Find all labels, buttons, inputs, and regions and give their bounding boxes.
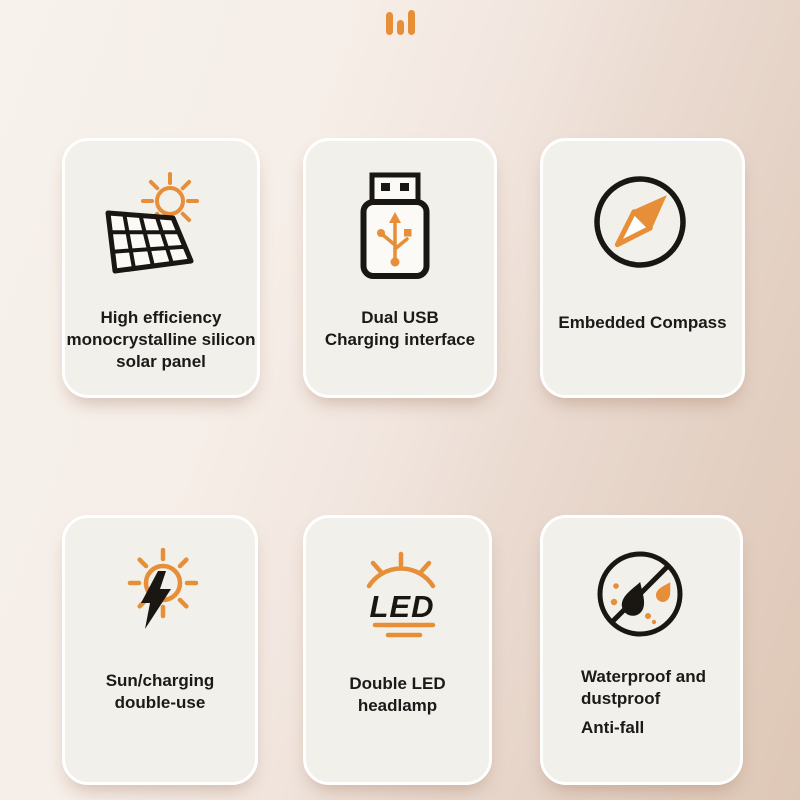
led-headlamp-icon (336, 546, 466, 661)
bar-right (408, 10, 415, 35)
feature-caption (543, 312, 742, 334)
caption-line: double-use (114, 693, 206, 712)
caption-line: Dual USB (361, 308, 439, 327)
feature-card-dual-usb (303, 138, 497, 398)
caption-line: Anti-fall (581, 718, 645, 737)
led-label: LED (369, 589, 435, 624)
sun-lightning-icon (103, 523, 223, 643)
caption-line: monocrystalline silicon (66, 330, 256, 349)
feature-caption (65, 670, 255, 714)
caption-line: dustproof (581, 689, 661, 708)
caption-line: solar panel (116, 352, 206, 371)
dual-usb-icon (360, 171, 430, 281)
no-water-drop-icon (590, 544, 690, 644)
feature-caption (306, 673, 489, 717)
caption-line: Waterproof and (581, 667, 706, 686)
caption-line: Sun/charging (105, 671, 215, 690)
solar-panel-sun-icon (89, 155, 239, 280)
bar-middle (397, 20, 404, 35)
stats-bars-icon (386, 9, 418, 35)
caption-line: Charging interface (324, 330, 476, 349)
caption-line: Embedded Compass (558, 313, 727, 332)
feature-card-waterproof (540, 515, 743, 785)
feature-caption (581, 666, 730, 739)
caption-line: Double LED (349, 674, 446, 693)
caption-line: High efficiency (100, 308, 222, 327)
feature-caption (65, 307, 257, 373)
feature-card-solar-panel (62, 138, 260, 398)
feature-card-sun-charging (62, 515, 258, 785)
feature-caption (306, 307, 494, 351)
feature-card-led-headlamp (303, 515, 492, 785)
bar-left (386, 12, 393, 35)
caption-line: headlamp (357, 696, 438, 715)
feature-card-compass (540, 138, 745, 398)
compass-icon (590, 172, 690, 272)
